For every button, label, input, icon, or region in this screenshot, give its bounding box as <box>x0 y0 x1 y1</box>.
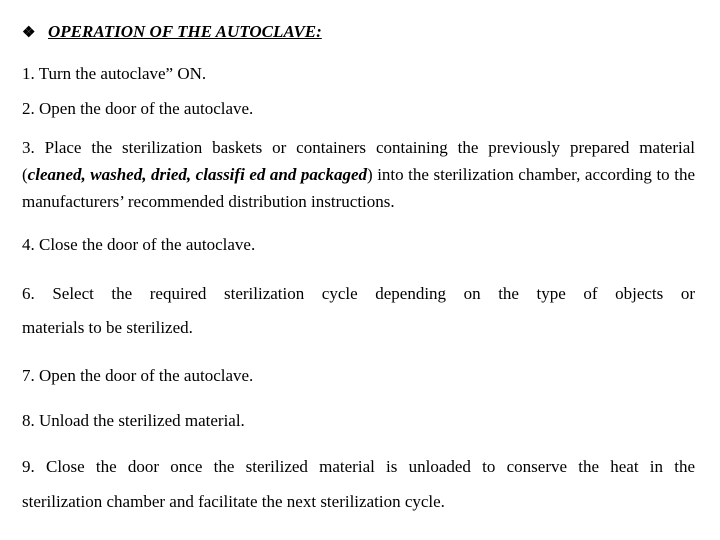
step-7: 7. Open the door of the autoclave. <box>22 366 254 385</box>
step-3 <box>22 134 695 215</box>
step-2: 2. Open the door of the autoclave. <box>22 99 254 118</box>
section-heading <box>22 22 322 42</box>
step-4: 4. Close the door of the autoclave. <box>22 235 256 254</box>
step-3-emphasis: cleaned, washed, dried, classifi ed and packaged <box>27 165 367 184</box>
step-6-line-2: materials to be sterilized. <box>22 318 193 337</box>
step-3-text-after: ) into the sterilization chamber, according to the manufacturers’ recommended distribution instructions. <box>22 165 695 211</box>
diamond-bullet-icon: ❖ <box>22 24 36 41</box>
step-1: 1. Turn the autoclave” ON. <box>22 64 207 83</box>
step-8: 8. Unload the sterilized material. <box>22 411 245 430</box>
heading-title: OPERATION OF THE AUTOCLAVE: <box>48 22 322 41</box>
step-9-line-2: sterilization chamber and facilitate the next sterilization cycle. <box>22 492 445 511</box>
step-6-line-1: 6. Select the required sterilization cycle depending on the type of objects or <box>22 284 695 303</box>
step-9-line-1: 9. Close the door once the sterilized material is unloaded to conserve the heat in the <box>22 457 695 476</box>
step-3-text-before: 3. Place the sterilization baskets or containers containing the previously prepared material ( <box>22 138 695 184</box>
